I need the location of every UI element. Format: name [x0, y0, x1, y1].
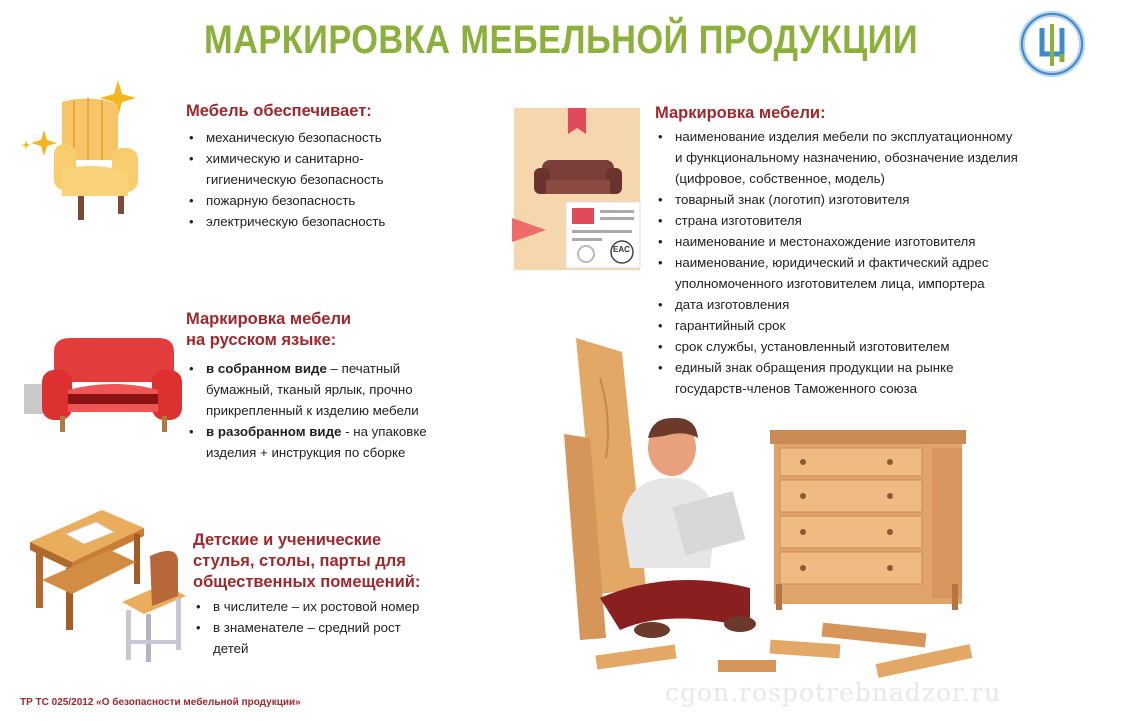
- list-item: • пожарную безопасность: [186, 190, 446, 211]
- list-item-continuation: бумажный, тканый ярлык, прочно: [206, 382, 413, 397]
- page-title: МАРКИРОВКА МЕБЕЛЬНОЙ ПРОДУКЦИИ: [204, 18, 918, 62]
- list-item-continuation: (цифровое, собственное, модель): [675, 171, 885, 186]
- list-item-continuation: прикрепленный к изделию мебели: [206, 403, 419, 418]
- school-list: [193, 596, 453, 659]
- item-text: - на упаковке: [341, 424, 427, 439]
- list-item: • механическую безопасность: [186, 127, 446, 148]
- item-text: – печатный: [326, 361, 401, 376]
- list-item: • в числителе – их ростовой номер: [193, 596, 453, 617]
- list-item: • наименование изделия мебели по эксплуатационному: [655, 126, 1075, 147]
- heading-line: Детские и ученические: [193, 531, 382, 549]
- eac-mark: EAC: [613, 245, 630, 254]
- box-illustration: [512, 106, 644, 272]
- section-heading-russian: [186, 309, 351, 351]
- sofa-illustration: [24, 330, 184, 440]
- section-heading-marking: Маркировка мебели:: [655, 104, 826, 122]
- website-watermark: cgon.rospotrebnadzor.ru: [665, 678, 1002, 707]
- list-item-continuation: изделия + инструкция по сборке: [206, 445, 406, 460]
- list-item: • химическую и санитарно-: [186, 148, 446, 169]
- list-item: [186, 358, 446, 379]
- bold-term: в разобранном виде: [206, 424, 342, 439]
- list-item: • в знаменателе – средний рост: [193, 617, 453, 638]
- heading-line: стулья, столы, парты для: [193, 552, 406, 570]
- logo-icon: [1018, 10, 1086, 78]
- list-item: [186, 421, 446, 442]
- list-item-continuation: детей: [213, 641, 249, 656]
- list-item-continuation: государств-членов Таможенного союза: [675, 381, 918, 396]
- list-item: • гарантийный срок: [655, 315, 1075, 336]
- bold-term: в собранном виде: [206, 361, 327, 376]
- list-item: • страна изготовителя: [655, 210, 1075, 231]
- armchair-illustration: [18, 78, 148, 228]
- regulation-footer: ТР ТС 025/2012 «О безопасности мебельной продукции»: [20, 697, 301, 708]
- list-item-continuation: уполномоченного изготовителем лица, импортера: [675, 276, 985, 291]
- russian-list: [186, 358, 446, 463]
- assembly-illustration: [560, 338, 980, 678]
- heading-line: на русском языке:: [186, 331, 337, 349]
- safety-list: [186, 127, 446, 232]
- heading-line: общественных помещений:: [193, 573, 421, 591]
- list-item: • электрическую безопасность: [186, 211, 446, 232]
- section-heading-safety: Мебель обеспечивает:: [186, 102, 372, 120]
- school-desk-illustration: [26, 510, 191, 670]
- section-heading-school: [193, 530, 420, 593]
- list-item-continuation: и функциональному назначению, обозначение изделия: [675, 150, 1018, 165]
- list-item: • дата изготовления: [655, 294, 1075, 315]
- list-item: • наименование и местонахождение изготовителя: [655, 231, 1075, 252]
- list-item: • единый знак обращения продукции на рынке: [655, 357, 1075, 378]
- list-item-continuation: гигиеническую безопасность: [206, 172, 384, 187]
- list-item: • срок службы, установленный изготовителем: [655, 336, 1075, 357]
- list-item: • наименование, юридический и фактический адрес: [655, 252, 1075, 273]
- logo: [1018, 10, 1086, 78]
- heading-line: Маркировка мебели: [186, 310, 352, 328]
- list-item: • товарный знак (логотип) изготовителя: [655, 189, 1075, 210]
